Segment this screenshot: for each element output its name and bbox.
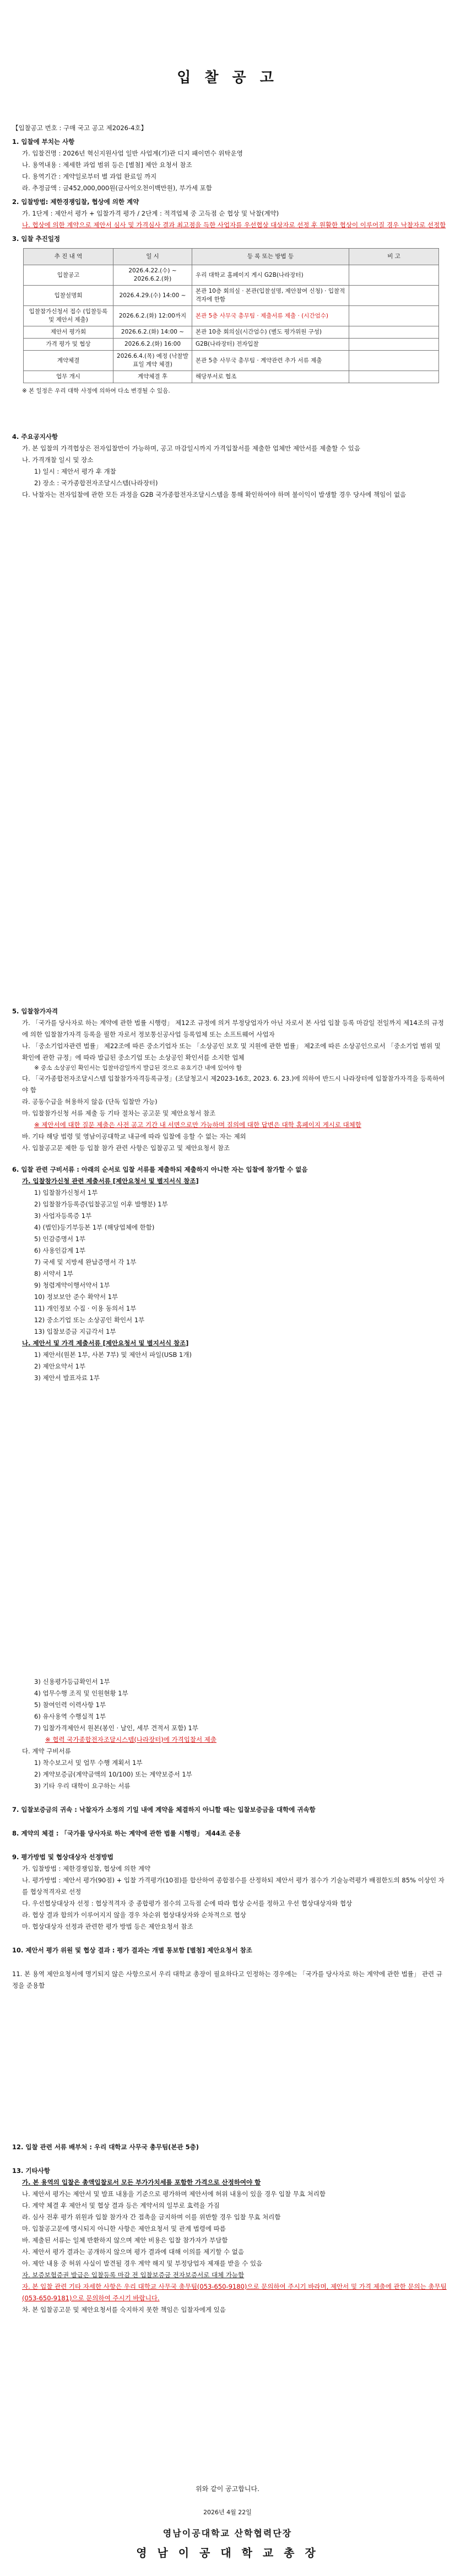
table-cell	[349, 339, 439, 351]
table-row	[24, 286, 439, 306]
doc-item: 7) 국세 및 지방세 완납증명서 각 1부	[34, 1258, 137, 1266]
table-cell	[349, 351, 439, 371]
table-cell: 본관 5층 사무국 총무팀 · 계약관련 추가 서류 제출	[192, 351, 349, 371]
doc-item: 3) 사업자등록증 1부	[34, 1212, 92, 1220]
table-cell: 본관 10층 회의실(시간엄수) (별도 평가위원 구성)	[192, 326, 349, 339]
table-cell: 업무 개시	[24, 371, 113, 383]
section-4-na1: 1) 일시 : 제안서 평가 후 개찰	[34, 468, 116, 475]
table-cell: 제안서 평가회	[24, 326, 113, 339]
section-13-sa: 사. 제안서 평가 결과는 공개하지 않으며 평가 결과에 대해 이의를 제기할 수 없음	[22, 2248, 245, 2256]
table-row	[24, 371, 439, 383]
doc-item: 1) 입찰참가신청서 1부	[34, 1189, 98, 1196]
section-5-ba: 바. 기타 해당 법령 및 영남이공대학교 내규에 따라 입찰에 응할 수 없는 자는 제외	[22, 1133, 246, 1140]
section-5-ma-red: ※ 제안서에 대한 질문 제출은 사전 공고 기간 내 서면으로만 가능하며 질의에 대한 답변은 대학 홈페이지 게시로 대체함	[34, 1121, 361, 1129]
table-cell: 2026.6.2.(화) 12:00까지	[113, 306, 192, 326]
section-5-da: 다. 「국가종합전자조달시스템 입찰참가자격등록규정」(조달청고시 제2023-16호, 2023. 6. 23.)에 의하여 반드시 나라장터에 입찰참가자격을 등록하여야 함	[22, 1075, 445, 1094]
table-cell	[349, 371, 439, 383]
section-13-na: 나. 제안서 평가는 제안서 및 발표 내용을 기준으로 평가하며 제안서에 허위 내용이 있을 경우 입찰 무효 처리함	[22, 2190, 326, 2198]
section-13-heading: 13. 기타사항	[12, 2167, 50, 2175]
section-2-na: 나. 협상에 의한 계약으로 제안서 심사 및 가격심사 결과 최고점을 득한 사업자를 우선협상 대상자로 선정 후 원활한 협상이 이루어질 경우 낙찰자로 선정함	[22, 221, 446, 229]
doc-item: 2) 입찰참가등록증(입찰공고일 이후 발행분) 1부	[34, 1200, 168, 1208]
section-6-sub2: 나. 제안서 및 가격 제출서류 [제안요청서 및 별지서식 참조]	[22, 1339, 189, 1347]
doc-item: 1) 착수보고서 및 업무 수행 계획서 1부	[34, 1759, 143, 1767]
closing-org: 영남이공대학교 산학협력단장	[162, 2528, 292, 2539]
section-9-ma: 마. 협상대상자 선정과 관련한 평가 방법 등은 제안요청서 참조	[22, 1923, 193, 1930]
section-1-na: 나. 용역내용 : 제세한 과업 범위 등은 [별첨] 제안 요청서 참조	[22, 161, 192, 169]
table-cell: 계약체결	[24, 351, 113, 371]
doc-item: 12) 중소기업 또는 소상공인 확인서 1부	[34, 1316, 145, 1324]
section-5-na: 나. 「중소기업자관련 법률」 제22조에 따른 중소기업자 또는 「소상공인 보호 및 지원에 관한 법률」 제2조에 따른 소상공인으로서 「중소기업 범위 및 확인에 관한 규정」에 따라 발급된 중소기업 또는 소상공인 확인서를 소지한 업체	[22, 1042, 441, 1061]
doc-item: 3) 신용평가등급확인서 1부	[34, 1678, 110, 1686]
section-4-na2: 2) 장소 : 국가종합전자조달시스템(나라장터)	[34, 479, 158, 487]
closing-line: 위와 같이 공고합니다.	[196, 2485, 259, 2493]
section-10-heading: 10. 제안서 평가 위원 및 협상 결과 : 평가 결과는 개별 통보함 [별첨] 제안요청서 참조	[12, 1946, 252, 1954]
section-1-ra: 라. 추정금액 : 금452,000,000원(금사억오천이백만원), 부가세 포함	[22, 184, 212, 192]
table-cell: 해당부서로 협조	[192, 371, 349, 383]
doc-item: 9) 청렴계약이행서약서 1부	[34, 1281, 110, 1289]
doc-item: 6) 유사용역 수행실적 1부	[34, 1713, 106, 1720]
table-cell: 2026.4.22.(수) ~ 2026.6.2.(화)	[113, 265, 192, 286]
section-13-da: 다. 계약 체결 후 제안서 및 협상 결과 등은 계약서의 일부로 효력을 가짐	[22, 2202, 220, 2209]
schedule-header-row	[24, 249, 439, 265]
doc-item: 8) 서약서 1부	[34, 1270, 73, 1278]
table-cell: 2026.6.2.(화) 14:00 ~	[113, 326, 192, 339]
section-13-cha: 차. 본 입찰공고문 및 제안요청서를 숙지하지 못한 책임은 입찰자에게 있음	[22, 2306, 226, 2314]
closing-president: 영 남 이 공 대 학 교 총 장	[136, 2546, 319, 2559]
section-11-heading: 11. 본 용역 제안요청서에 명기되지 않은 사항으로서 우리 대학교 총장이 필요하다고 인정하는 경우에는 「국가를 당사자로 하는 계약에 관한 법률」 관련 규정을 준용함	[12, 1970, 442, 1989]
doc-item: 3) 제안서 발표자료 1부	[34, 1374, 100, 1382]
section-5-heading: 5. 입찰참가자격	[12, 1007, 58, 1015]
section-8-heading: 8. 계약의 체결 : 「국가를 당사자로 하는 계약에 관한 법률 시행령」 제44조 준용	[12, 1829, 241, 1837]
schedule-note: ※ 본 일정은 우리 대학 사정에 의하여 다소 변경될 수 있음.	[22, 388, 170, 394]
section-5-ma: 마. 입찰참가신청 서류 제출 등 기타 절차는 공고문 및 제안요청서 참조	[22, 1109, 216, 1117]
section-3-heading: 3. 입찰 추진일정	[12, 235, 61, 243]
schedule-table	[23, 248, 439, 383]
closing-date: 2026년 4월 22일	[203, 2509, 252, 2516]
page-title: 입 찰 공 고	[177, 69, 278, 86]
section-4-da: 다. 낙찰자는 전자입찰에 관한 모든 과정을 G2B 국가종합전자조달시스템을 통해 확인하여야 하며 불이익이 발생할 경우 당사에 책임이 없음	[22, 491, 407, 498]
table-cell	[349, 306, 439, 326]
section-9-ra: 라. 협상 결과 합의가 이루어지지 않을 경우 차순위 협상대상자와 순차적으로 협상	[22, 1911, 246, 1919]
schedule-col-header: 등 록 또는 방법 등	[192, 249, 349, 265]
schedule-col-header: 일 시	[113, 249, 192, 265]
section-6-heading: 6. 입찰 관련 구비서류 : 아래의 순서로 입찰 서류를 제출하되 제출하지 아니한 자는 입찰에 참가할 수 없음	[12, 1166, 308, 1173]
doc-item: 7) 입찰가격제안서 원본(봉인 · 날인, 세부 견적서 포함) 1부	[34, 1724, 198, 1732]
section-9-da: 다. 우선협상대상자 선정 : 협상적격자 중 종합평가 점수의 고득점 순에 따라 협상 순서를 정하고 우선 협상대상자와 협상	[22, 1899, 353, 1907]
section-9-ga: 가. 입찰방법 : 제한경쟁입찰, 협상에 의한 계약	[22, 1865, 151, 1872]
section-7-heading: 7. 입찰보증금의 귀속 : 낙찰자가 소정의 기일 내에 계약을 체결하지 아니할 때는 입찰보증금을 대학에 귀속함	[12, 1806, 316, 1813]
section-12-heading: 12. 입찰 관련 서류 배부처 : 우리 대학교 사무국 총무팀(본관 5층)	[12, 2143, 199, 2151]
table-cell: 본관 5층 사무국 총무팀 · 제출서류 제출 · (시간엄수)	[192, 306, 349, 326]
table-cell: 입찰설명회	[24, 286, 113, 306]
section-2-heading: 2. 입찰방법: 제한경쟁입찰, 협상에 의한 계약	[12, 198, 139, 206]
notice-number: 【입찰공고 번호 : 구매 국고 공고 제2026-4호】	[12, 124, 148, 132]
section-9-heading: 9. 평가방법 및 협상대상자 선정방법	[12, 1853, 113, 1861]
section-13-ja-red: 자. 본 입찰 관련 기타 자세한 사항은 우리 대학교 사무국 총무팀(053-650-9180)으로 문의하여 주시기 바라며, 제안서 및 가격 제출에 관한 문의는 총무팀(053-650-9181)으로 문의하여 주시기 바랍니다.	[22, 2283, 447, 2302]
notice-body-part1	[12, 122, 447, 501]
table-cell: 입찰공고	[24, 265, 113, 286]
section-5-ga: 가. 「국가를 당사자로 하는 계약에 관한 법률 시행령」 제12조 규정에 의거 부정당업자가 아닌 자로서 본 사업 입찰 등록 마감일 전일까지 제14조의 규정에 의한 입찰참가자격 등록을 필한 자로서 정보통신공사업 등록업체 또는 소프트웨어 사업자	[22, 1019, 444, 1038]
section-13-ba: 바. 제출된 서류는 일체 반환하지 않으며 제안 비용은 입찰 참가자가 부담함	[22, 2236, 228, 2244]
table-row	[24, 265, 439, 286]
doc-item: 2) 계약보증금(계약금액의 10/100) 또는 계약보증서 1부	[34, 1770, 192, 1778]
section-2-ga: 가. 1단계 : 제안서 평가 + 입찰가격 평가 / 2단계 : 적격업체 중 고득점 순 협상 및 낙찰(계약)	[22, 210, 279, 217]
table-cell: G2B(나라장터) 전자입찰	[192, 339, 349, 351]
section-9-na: 나. 평가방법 : 제안서 평가(90점) + 입찰 가격평가(10점)를 합산하여 종합점수를 산정하되 제안서 평가 점수가 기술능력평가 배점한도의 85% 이상인 자를 협상적격자로 선정	[22, 1876, 445, 1896]
section-13-ra: 라. 심사 전후 평가 위원과 입찰 참가자 간 접촉을 금지하며 이를 위반할 경우 입찰 무효 처리함	[22, 2213, 281, 2221]
doc-item: 4) (법인)등기부등본 1부 (해당업체에 한함)	[34, 1223, 155, 1231]
doc-item: 3) 기타 우리 대학이 요구하는 서류	[34, 1782, 131, 1790]
section-5-ra: 라. 공동수급을 허용하지 않음 (단독 입찰만 가능)	[22, 1098, 158, 1105]
doc-item: 1) 제안서(원본 1부, 사본 7부) 및 제안서 파일(USB 1개)	[34, 1351, 192, 1359]
doc-item: 5) 참여인력 이력사항 1부	[34, 1701, 106, 1709]
table-cell: 본관 10층 회의실 · 본관(입찰설명, 제안참여 신청) · 입찰적격자에 한함	[192, 286, 349, 306]
schedule-col-header: 추 진 내 역	[24, 249, 113, 265]
section-1-heading: 1. 입찰에 부치는 사항	[12, 138, 75, 146]
table-row	[24, 326, 439, 339]
table-cell: 2026.4.29.(수) 14:00 ~	[113, 286, 192, 306]
table-row	[24, 351, 439, 371]
section-5-na-note: ※ 중소 소상공인 확인서는 입찰마감일까지 발급된 것으로 유효기간 내에 있어야 함	[34, 1065, 242, 1071]
notice-body-part3	[12, 1676, 447, 1992]
section-13-ga: 가. 본 용역의 입찰은 총액입찰로서 모든 부가가치세를 포함한 가격으로 산정하여야 함	[22, 2178, 261, 2186]
table-cell: 계약체결 후	[113, 371, 192, 383]
section-1-da: 다. 용역기간 : 계약일로부터 별 과업 완료일 까지	[22, 173, 157, 180]
table-row	[24, 339, 439, 351]
table-cell	[349, 286, 439, 306]
section-4-heading: 4. 주요공지사항	[12, 433, 58, 441]
doc-item: 6) 사용인감계 1부	[34, 1247, 86, 1254]
section-1-ga: 가. 입찰건명 : 2026년 혁신지원사업 일반 사업계(기)관 디지 패이먼수 위탁운영	[22, 149, 243, 157]
table-cell: 입찰참가신청서 접수 (입찰등록 및 제안서 제출)	[24, 306, 113, 326]
section-13-a: 아. 제안 내용 중 허위 사실이 발견될 경우 계약 해지 및 부정당업자 제재를 받을 수 있음	[22, 2260, 263, 2267]
section-6-intro: 가. 입찰참가신청 관련 제출서류 [제안요청서 및 별지서식 참조]	[22, 1177, 199, 1185]
table-cell	[349, 265, 439, 286]
section-4-na: 나. 가격개찰 일시 및 장소	[22, 456, 94, 464]
doc-item-red: ※ 협력 국가종합전자조달시스템(나라장터)에 가격입찰서 제출	[45, 1736, 216, 1743]
table-cell: 2026.6.2.(화) 16:00	[113, 339, 192, 351]
section-13-ja: 자. 보증보험증권 발급은 입찰등록 마감 전 입찰보증금 전자보증서로 대체 가능함	[22, 2271, 245, 2279]
table-cell: 2026.6.4.(목) 예정 (낙찰발표일 계약 체결)	[113, 351, 192, 371]
schedule-col-header: 비 고	[349, 249, 439, 265]
section-13-ma: 마. 입찰공고문에 명시되지 아니한 사항은 제안요청서 및 관계 법령에 따름	[22, 2225, 226, 2232]
table-cell: 우리 대학교 홈페이지 게시 G2B(나라장터)	[192, 265, 349, 286]
doc-item: 2) 제안요약서 1부	[34, 1362, 86, 1370]
doc-item: 11) 개인정보 수집 · 이용 동의서 1부	[34, 1305, 137, 1312]
section-4-ga: 가. 본 입찰의 가격협상은 전자입찰만이 가능하며, 공고 마감일시까지 가격입찰서를 제출한 업체만 제안서를 제출할 수 있음	[22, 444, 360, 452]
table-cell: 가격 평가 및 협상	[24, 339, 113, 351]
section-5-sa: 사. 입찰공고문 제한 등 입찰 참가 관련 사항은 입찰공고 및 제안요청서 참조	[22, 1144, 230, 1152]
doc-item: 13) 입찰보증금 지급각서 1부	[34, 1328, 116, 1335]
notice-body-part2	[12, 1003, 447, 1384]
table-row	[24, 306, 439, 326]
notice-body-part4	[12, 2139, 447, 2316]
doc-item: 10) 정보보안 준수 확약서 1부	[34, 1293, 118, 1301]
doc-item: 4) 업무수행 조직 및 인원현황 1부	[34, 1689, 128, 1697]
table-cell	[349, 326, 439, 339]
doc-item: 5) 인감증명서 1부	[34, 1235, 86, 1243]
section-6-da: 다. 계약 구비서류	[22, 1747, 71, 1755]
